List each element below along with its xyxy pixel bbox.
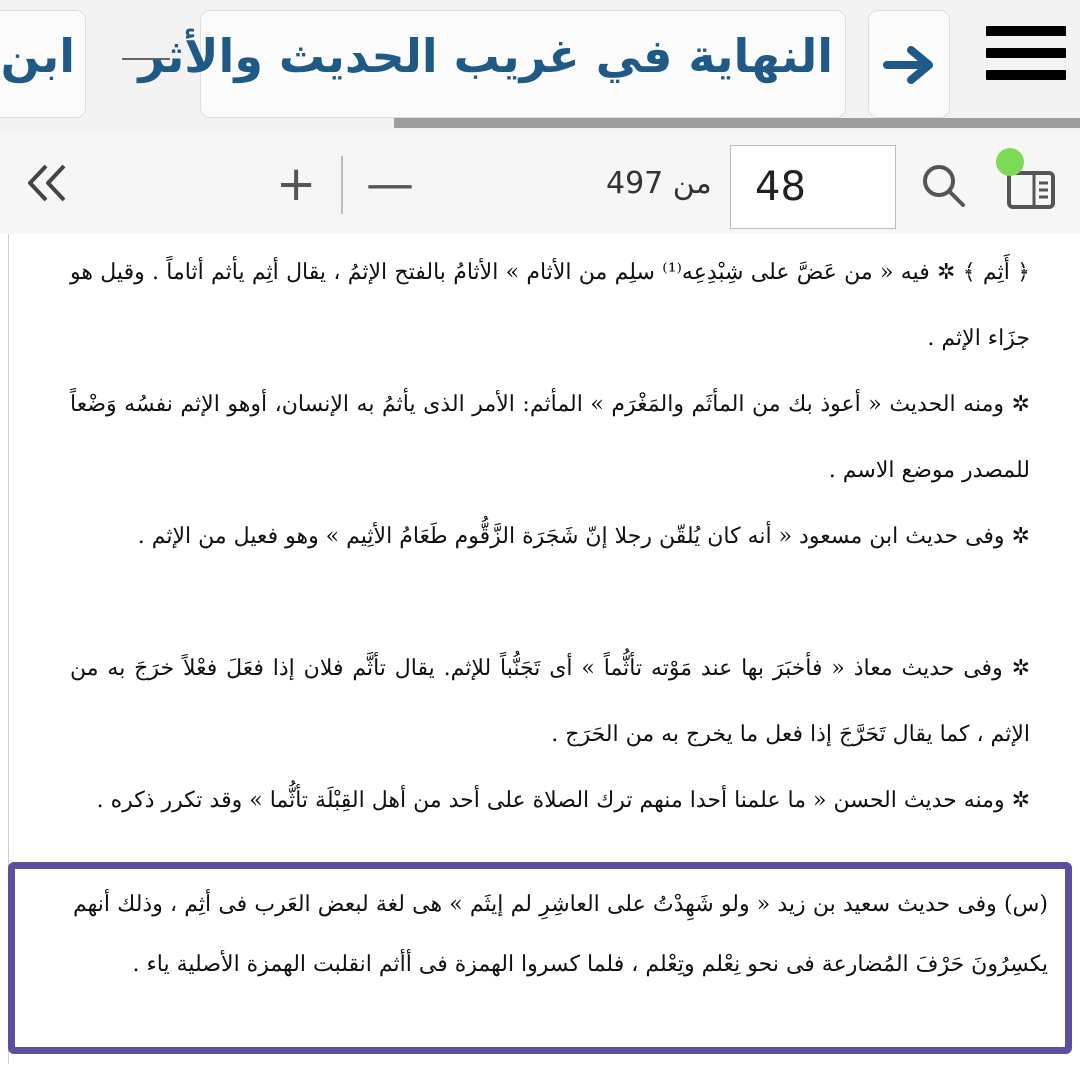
title-bar — [0, 0, 1080, 132]
highlighted-text: (س) وفى حديث سعيد بن زيد « ولو شَهِدْتُ على العاشِرِ لم إيثَم » هى لغة لبعض العَرب فى أثِم ، وذلك أنهم يكسِرُونَ حَرْفَ المُضارعة فى نحو نِعْلم وتِعْلم ، فلما كسروا الهمزة فى أأثم انقلبت الهمزة الأصلية ياء . — [73, 892, 1048, 977]
page-number-input[interactable] — [730, 145, 896, 229]
back-button[interactable] — [868, 10, 950, 118]
arrow-right-icon — [883, 45, 937, 85]
paragraph-5: ✲ ومنه حديث الحسن « ما علمنا أحدا منهم ترك الصلاة على أحد من أهل القِبْلَة تأثُّما » وقد تكرر ذكره . — [96, 788, 1030, 813]
zoom-divider — [341, 156, 343, 214]
hamburger-icon — [986, 26, 1066, 36]
highlighted-passage[interactable] — [8, 862, 1072, 1054]
side-panel-icon[interactable] — [1006, 170, 1056, 210]
next-book-tab[interactable] — [0, 10, 86, 118]
paragraph-3: ✲ وفى حديث ابن مسعود « أنه كان يُلقّن رجلا إنّ شَجَرَة الزَّقُّوم طَعَامُ الأثِيم » وهو فعيل من الإثم . — [137, 524, 1030, 549]
book-title-box[interactable] — [138, 10, 846, 118]
double-chevron-left-icon[interactable] — [24, 160, 70, 206]
search-icon[interactable] — [920, 162, 968, 210]
zoom-in-button[interactable]: + — [276, 156, 317, 212]
menu-button[interactable] — [960, 0, 1080, 126]
viewer-toolbar — [0, 132, 1080, 235]
page-total-label: من 497 — [606, 166, 712, 201]
paragraph-1: ﴿ أَثِم ﴾ ✲ فيه « من عَضَّ على شِبْدِعِه⁽¹⁾ سلِم من الأثام » الأثامُ بالفتح الإثمُ ، يقال أثِم يأثم أثاماً . وقيل هو جزَاء الإثم . — [70, 260, 1030, 351]
status-dot — [996, 148, 1024, 176]
book-title: النهاية في غريب الحديث والأثر — [138, 29, 833, 83]
paragraph-4: ✲ وفى حديث معاذ « فأخبَرَ بها عند مَوْته تأثُّماً » أى تَجَنُّباً للإثم. يقال تأثَّم فلان إذا فعَلَ فعْلاً خرَجَ به من الإثم ، كما يقال تَحَرَّجَ إذا فعل ما يخرج به من الحَرَج . — [70, 656, 1030, 747]
paragraph-2: ✲ ومنه الحديث « أعوذ بك من المأثَم والمَغْرَم » المأثم: الأمر الذى يأثمُ به الإنسان، أوهو الإثم نفسُه وَضْعاً للمصدر موضع الاسم . — [70, 392, 1030, 483]
zoom-out-button[interactable]: — — [366, 156, 414, 212]
next-book-title: ابن — [0, 29, 75, 83]
reading-progress-bar — [394, 118, 1080, 128]
